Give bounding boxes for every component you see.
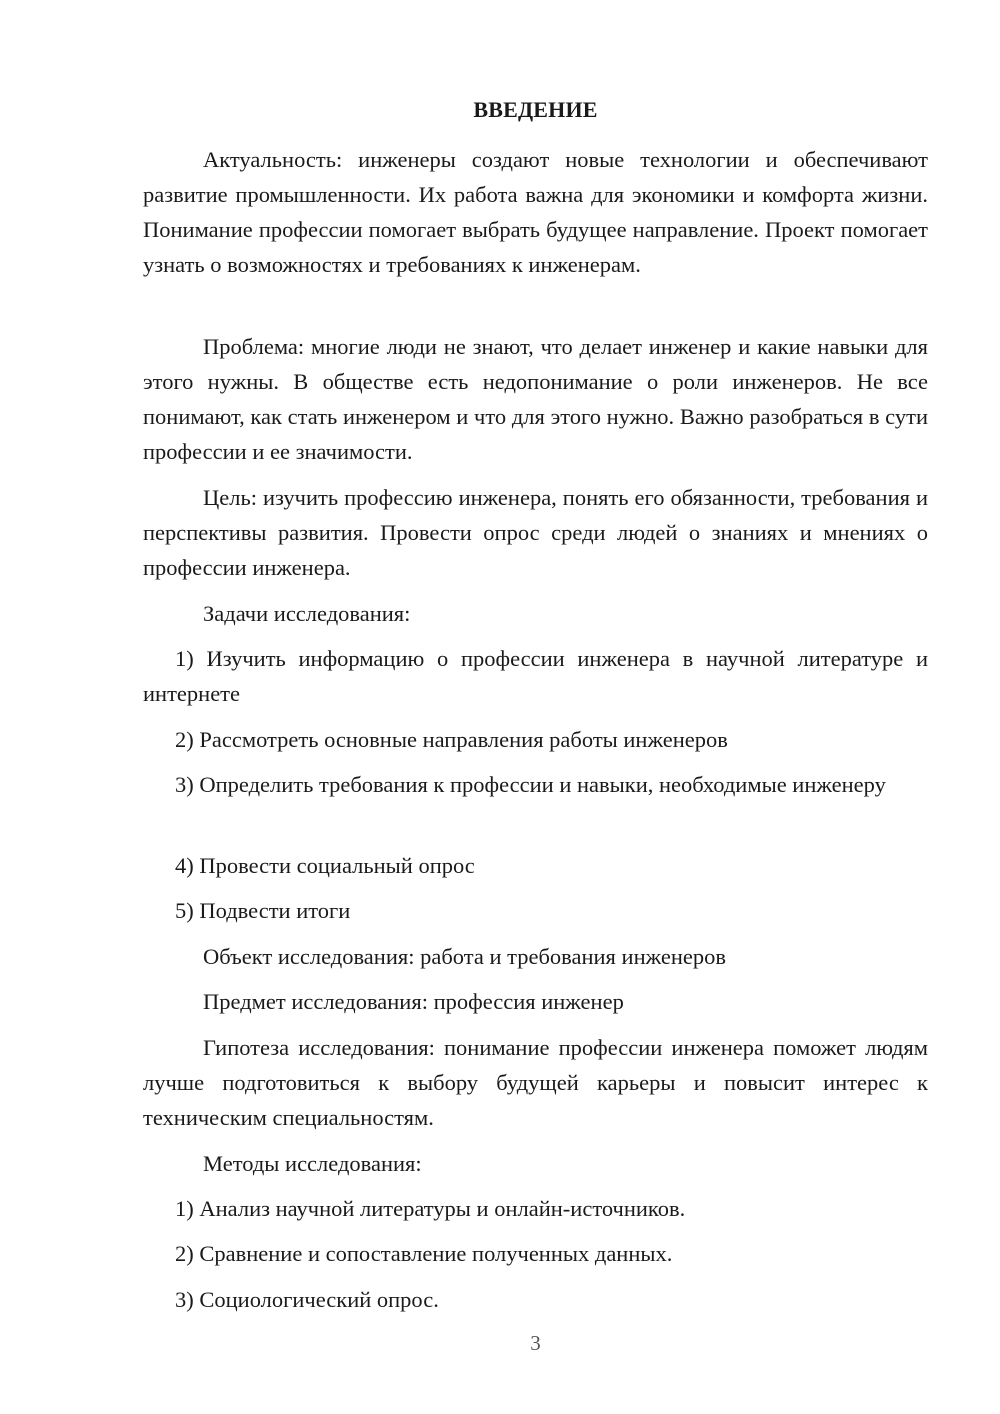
task-item-2: 2) Рассмотреть основные направления работы инженеров [175,727,728,752]
tasks-label: Задачи исследования: [203,601,411,626]
method-item-3: 3) Социологический опрос. [175,1287,439,1312]
methods-label: Методы исследования: [203,1151,422,1176]
task-item-4: 4) Провести социальный опрос [175,853,475,878]
task-item-5: 5) Подвести итоги [175,898,351,923]
problem-paragraph: Проблема: многие люди не знают, что делает инженер и какие навыки для этого нужны. В обществе есть недопонимание о роли инженеров. Не все понимают, как стать инженером и что для этого нужно. Важно разобраться в сути профессии и ее значимости. [143,334,928,464]
task-item-3: 3) Определить требования к профессии и навыки, необходимые инженеру [175,772,886,797]
page-number: 3 [530,1331,541,1355]
page-title: ВВЕДЕНИЕ [473,97,598,122]
method-item-1: 1) Анализ научной литературы и онлайн-источников. [175,1196,686,1221]
object-line: Объект исследования: работа и требования инженеров [203,944,727,969]
task-item-1: 1) Изучить информацию о профессии инженера в научной литературе и интернете [143,646,928,706]
relevance-paragraph: Актуальность: инженеры создают новые технологии и обеспечивают развитие промышленности. Их работа важна для экономики и комфорта жизни. Понимание профессии помогает выбрать будущее направление. Проект помогает узнать о возможностях и требованиях к инженерам. [143,147,928,277]
subject-line: Предмет исследования: профессия инженер [203,989,624,1014]
hypothesis-paragraph: Гипотеза исследования: понимание профессии инженера поможет людям лучше подготовиться к выбору будущей карьеры и повысит интерес к техническим специальностям. [143,1035,928,1130]
method-item-2: 2) Сравнение и сопоставление полученных данных. [175,1241,673,1266]
goal-paragraph: Цель: изучить профессию инженера, понять его обязанности, требования и перспективы развития. Провести опрос среди людей о знаниях и мнениях о профессии инженера. [143,485,928,580]
